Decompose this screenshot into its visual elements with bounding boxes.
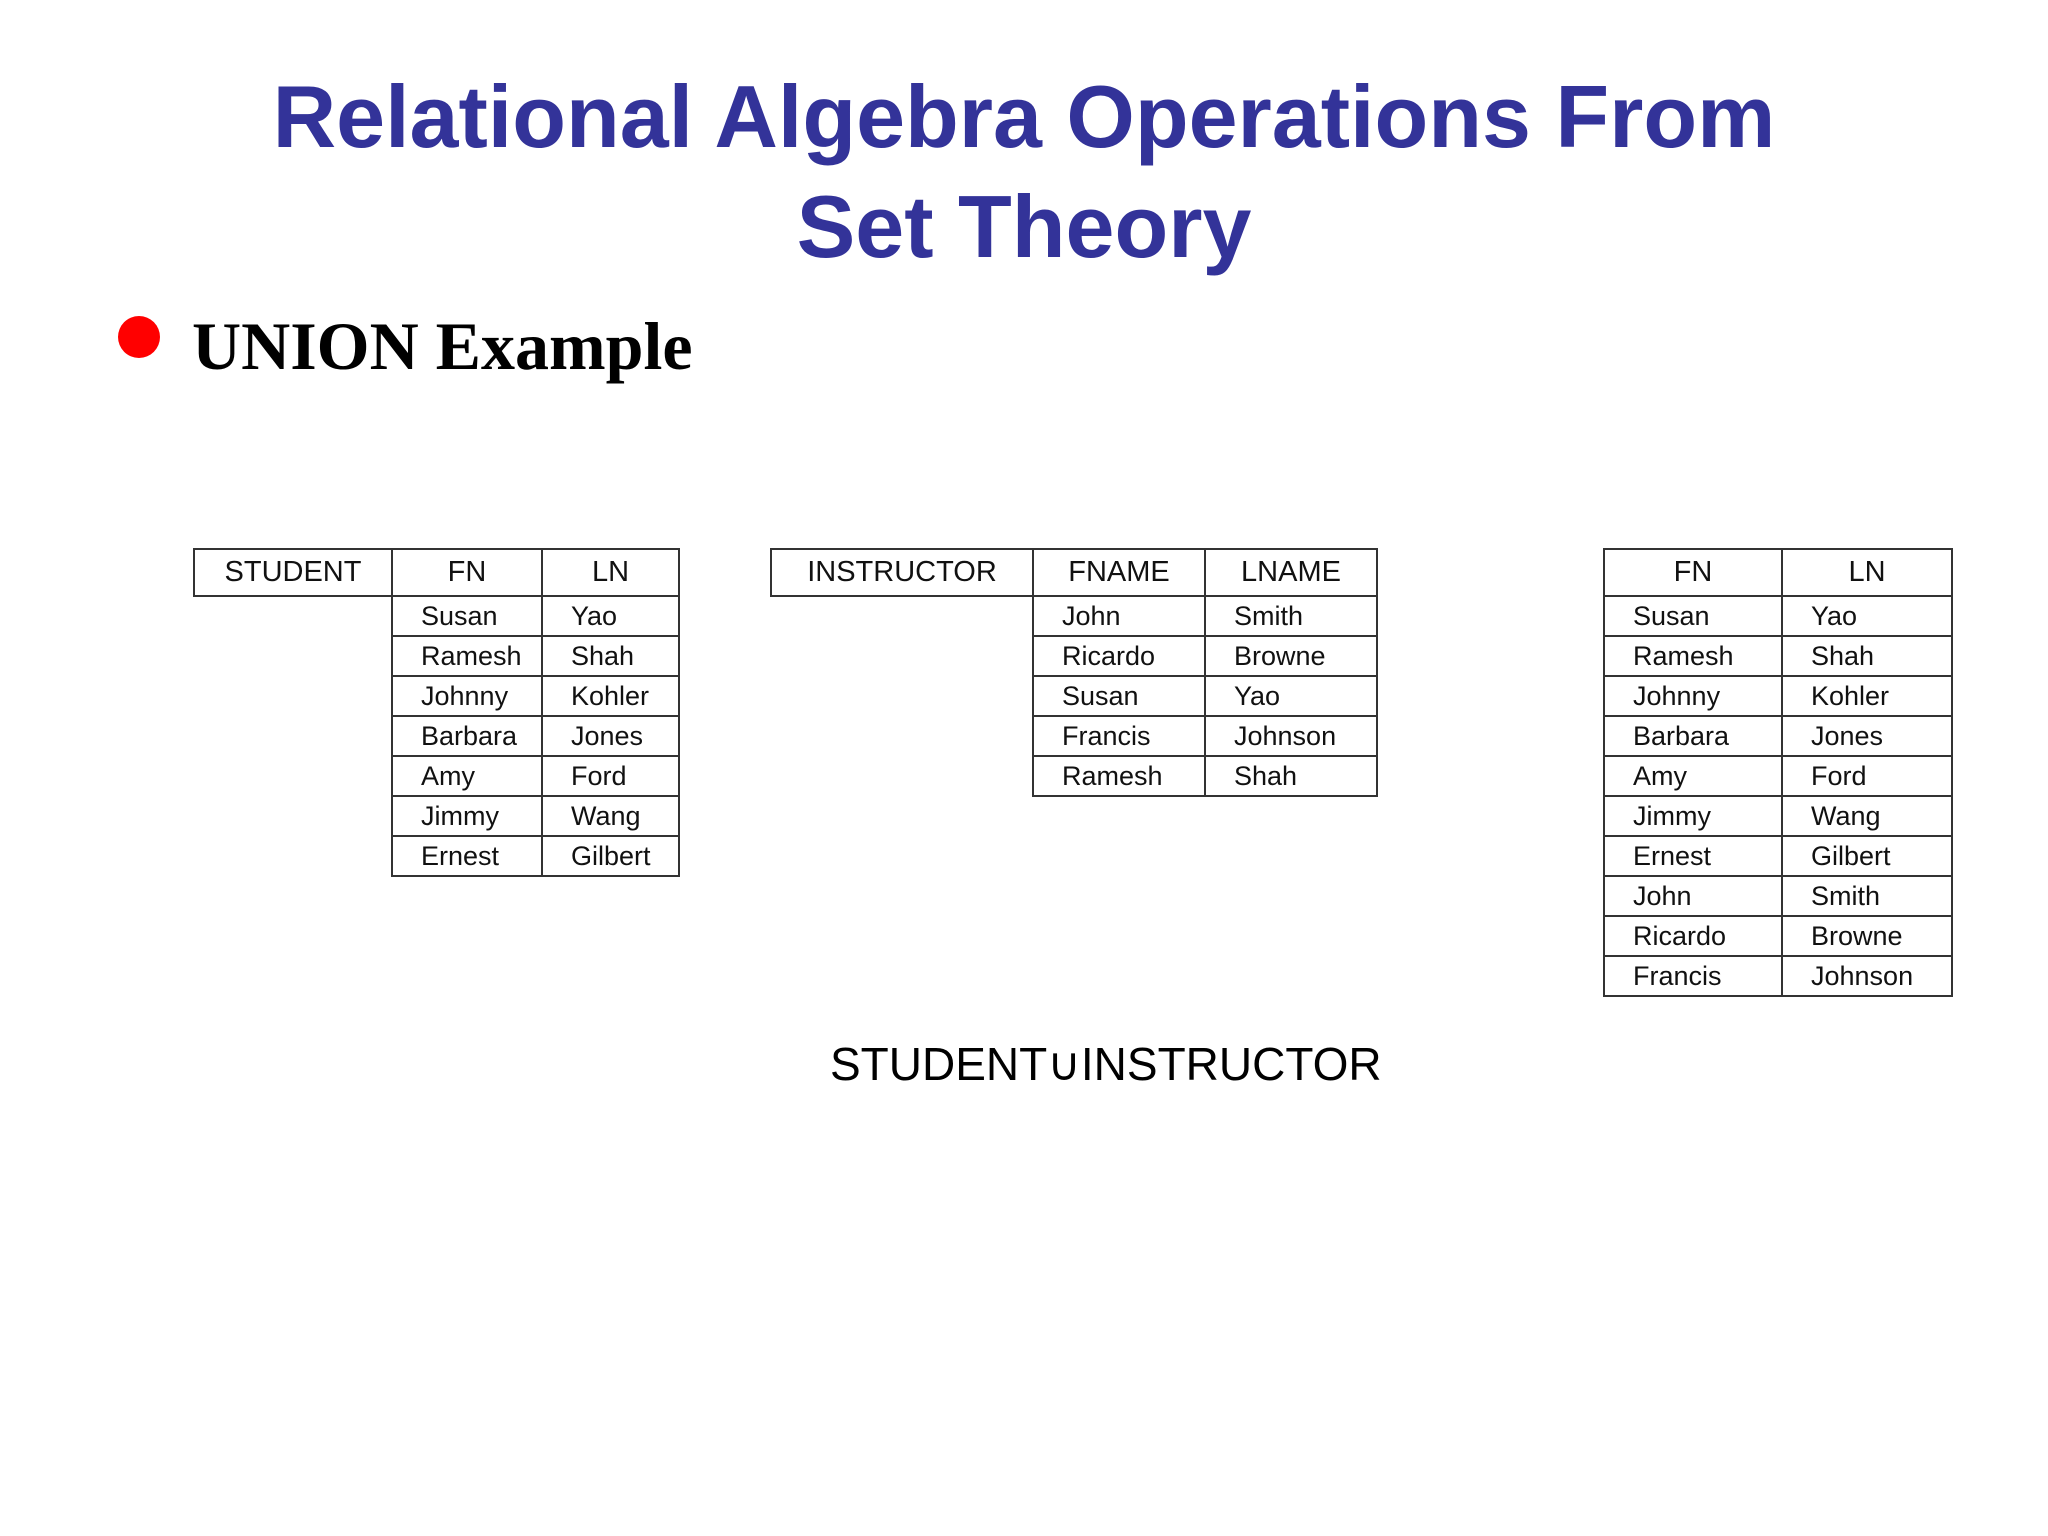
student-spacer-cell bbox=[194, 716, 392, 756]
student-table-row bbox=[194, 636, 679, 676]
student-table-cell: Jimmy bbox=[392, 796, 542, 836]
union-column-header: LN bbox=[1782, 549, 1952, 596]
union-header-row bbox=[1604, 549, 1952, 596]
instructor-table-row bbox=[771, 636, 1377, 676]
union-table-cell: Susan bbox=[1604, 596, 1782, 636]
instructor-spacer-cell bbox=[771, 636, 1033, 676]
instructor-spacer-cell bbox=[771, 596, 1033, 636]
slide-title-line2: Set Theory bbox=[796, 177, 1252, 276]
union-table-cell: Ford bbox=[1782, 756, 1952, 796]
student-table bbox=[193, 548, 680, 877]
union-table-row bbox=[1604, 676, 1952, 716]
instructor-table-cell: Browne bbox=[1205, 636, 1377, 676]
union-table-row bbox=[1604, 836, 1952, 876]
union-table-cell: Ramesh bbox=[1604, 636, 1782, 676]
student-table-row bbox=[194, 596, 679, 636]
union-table-cell: John bbox=[1604, 876, 1782, 916]
union-table-cell: Ricardo bbox=[1604, 916, 1782, 956]
instructor-relation-name: INSTRUCTOR bbox=[771, 549, 1033, 596]
instructor-table-cell: John bbox=[1033, 596, 1205, 636]
union-table-cell: Jones bbox=[1782, 716, 1952, 756]
bullet-text: UNION Example bbox=[192, 308, 693, 384]
union-caption: STUDENT∪INSTRUCTOR bbox=[830, 1038, 1382, 1090]
student-relation-name: STUDENT bbox=[194, 549, 392, 596]
instructor-table-cell: Susan bbox=[1033, 676, 1205, 716]
instructor-table-cell: Smith bbox=[1205, 596, 1377, 636]
union-table-cell: Ernest bbox=[1604, 836, 1782, 876]
student-table-row bbox=[194, 796, 679, 836]
union-table-cell: Wang bbox=[1782, 796, 1952, 836]
union-result-table bbox=[1603, 548, 1953, 997]
union-column-header: FN bbox=[1604, 549, 1782, 596]
union-table-row bbox=[1604, 636, 1952, 676]
union-table-cell: Smith bbox=[1782, 876, 1952, 916]
union-table-row bbox=[1604, 596, 1952, 636]
union-table-cell: Johnny bbox=[1604, 676, 1782, 716]
union-table-cell: Shah bbox=[1782, 636, 1952, 676]
union-table-cell: Barbara bbox=[1604, 716, 1782, 756]
instructor-table-cell: Ramesh bbox=[1033, 756, 1205, 796]
student-table-row bbox=[194, 836, 679, 876]
union-table-cell: Gilbert bbox=[1782, 836, 1952, 876]
student-table-cell: Yao bbox=[542, 596, 679, 636]
student-table-cell: Amy bbox=[392, 756, 542, 796]
instructor-column-header: LNAME bbox=[1205, 549, 1377, 596]
student-column-header: LN bbox=[542, 549, 679, 596]
union-table-row bbox=[1604, 956, 1952, 996]
union-table-row bbox=[1604, 716, 1952, 756]
student-header-row bbox=[194, 549, 679, 596]
student-table-cell: Shah bbox=[542, 636, 679, 676]
instructor-table-row bbox=[771, 596, 1377, 636]
union-table-cell: Francis bbox=[1604, 956, 1782, 996]
union-table-row bbox=[1604, 796, 1952, 836]
union-table-row bbox=[1604, 876, 1952, 916]
instructor-table-cell: Johnson bbox=[1205, 716, 1377, 756]
union-table-row bbox=[1604, 916, 1952, 956]
student-table-row bbox=[194, 716, 679, 756]
instructor-table-cell: Francis bbox=[1033, 716, 1205, 756]
instructor-spacer-cell bbox=[771, 756, 1033, 796]
student-table-cell: Wang bbox=[542, 796, 679, 836]
instructor-spacer-cell bbox=[771, 676, 1033, 716]
union-table-row bbox=[1604, 756, 1952, 796]
union-table-cell: Browne bbox=[1782, 916, 1952, 956]
student-table-cell: Jones bbox=[542, 716, 679, 756]
student-spacer-cell bbox=[194, 676, 392, 716]
student-spacer-cell bbox=[194, 796, 392, 836]
instructor-header-row bbox=[771, 549, 1377, 596]
instructor-column-header: FNAME bbox=[1033, 549, 1205, 596]
instructor-table-row bbox=[771, 756, 1377, 796]
instructor-table-row bbox=[771, 676, 1377, 716]
union-table-cell: Amy bbox=[1604, 756, 1782, 796]
slide-title bbox=[0, 62, 2048, 282]
instructor-table-row bbox=[771, 716, 1377, 756]
student-spacer-cell bbox=[194, 836, 392, 876]
instructor-table-cell: Yao bbox=[1205, 676, 1377, 716]
instructor-spacer-cell bbox=[771, 716, 1033, 756]
student-spacer-cell bbox=[194, 596, 392, 636]
student-table-cell: Ernest bbox=[392, 836, 542, 876]
union-table-cell: Johnson bbox=[1782, 956, 1952, 996]
student-spacer-cell bbox=[194, 756, 392, 796]
student-table-cell: Susan bbox=[392, 596, 542, 636]
slide-title-line1: Relational Algebra Operations From bbox=[272, 67, 1776, 166]
union-table-cell: Yao bbox=[1782, 596, 1952, 636]
student-table-cell: Ramesh bbox=[392, 636, 542, 676]
student-table-cell: Johnny bbox=[392, 676, 542, 716]
student-spacer-cell bbox=[194, 636, 392, 676]
student-table-cell: Gilbert bbox=[542, 836, 679, 876]
student-table-row bbox=[194, 676, 679, 716]
instructor-table-cell: Ricardo bbox=[1033, 636, 1205, 676]
student-table-cell: Barbara bbox=[392, 716, 542, 756]
union-table-cell: Jimmy bbox=[1604, 796, 1782, 836]
student-table-cell: Ford bbox=[542, 756, 679, 796]
instructor-table bbox=[770, 548, 1378, 797]
student-table-cell: Kohler bbox=[542, 676, 679, 716]
instructor-table-cell: Shah bbox=[1205, 756, 1377, 796]
student-table-row bbox=[194, 756, 679, 796]
student-column-header: FN bbox=[392, 549, 542, 596]
union-table-cell: Kohler bbox=[1782, 676, 1952, 716]
bullet-dot-icon bbox=[118, 316, 160, 358]
